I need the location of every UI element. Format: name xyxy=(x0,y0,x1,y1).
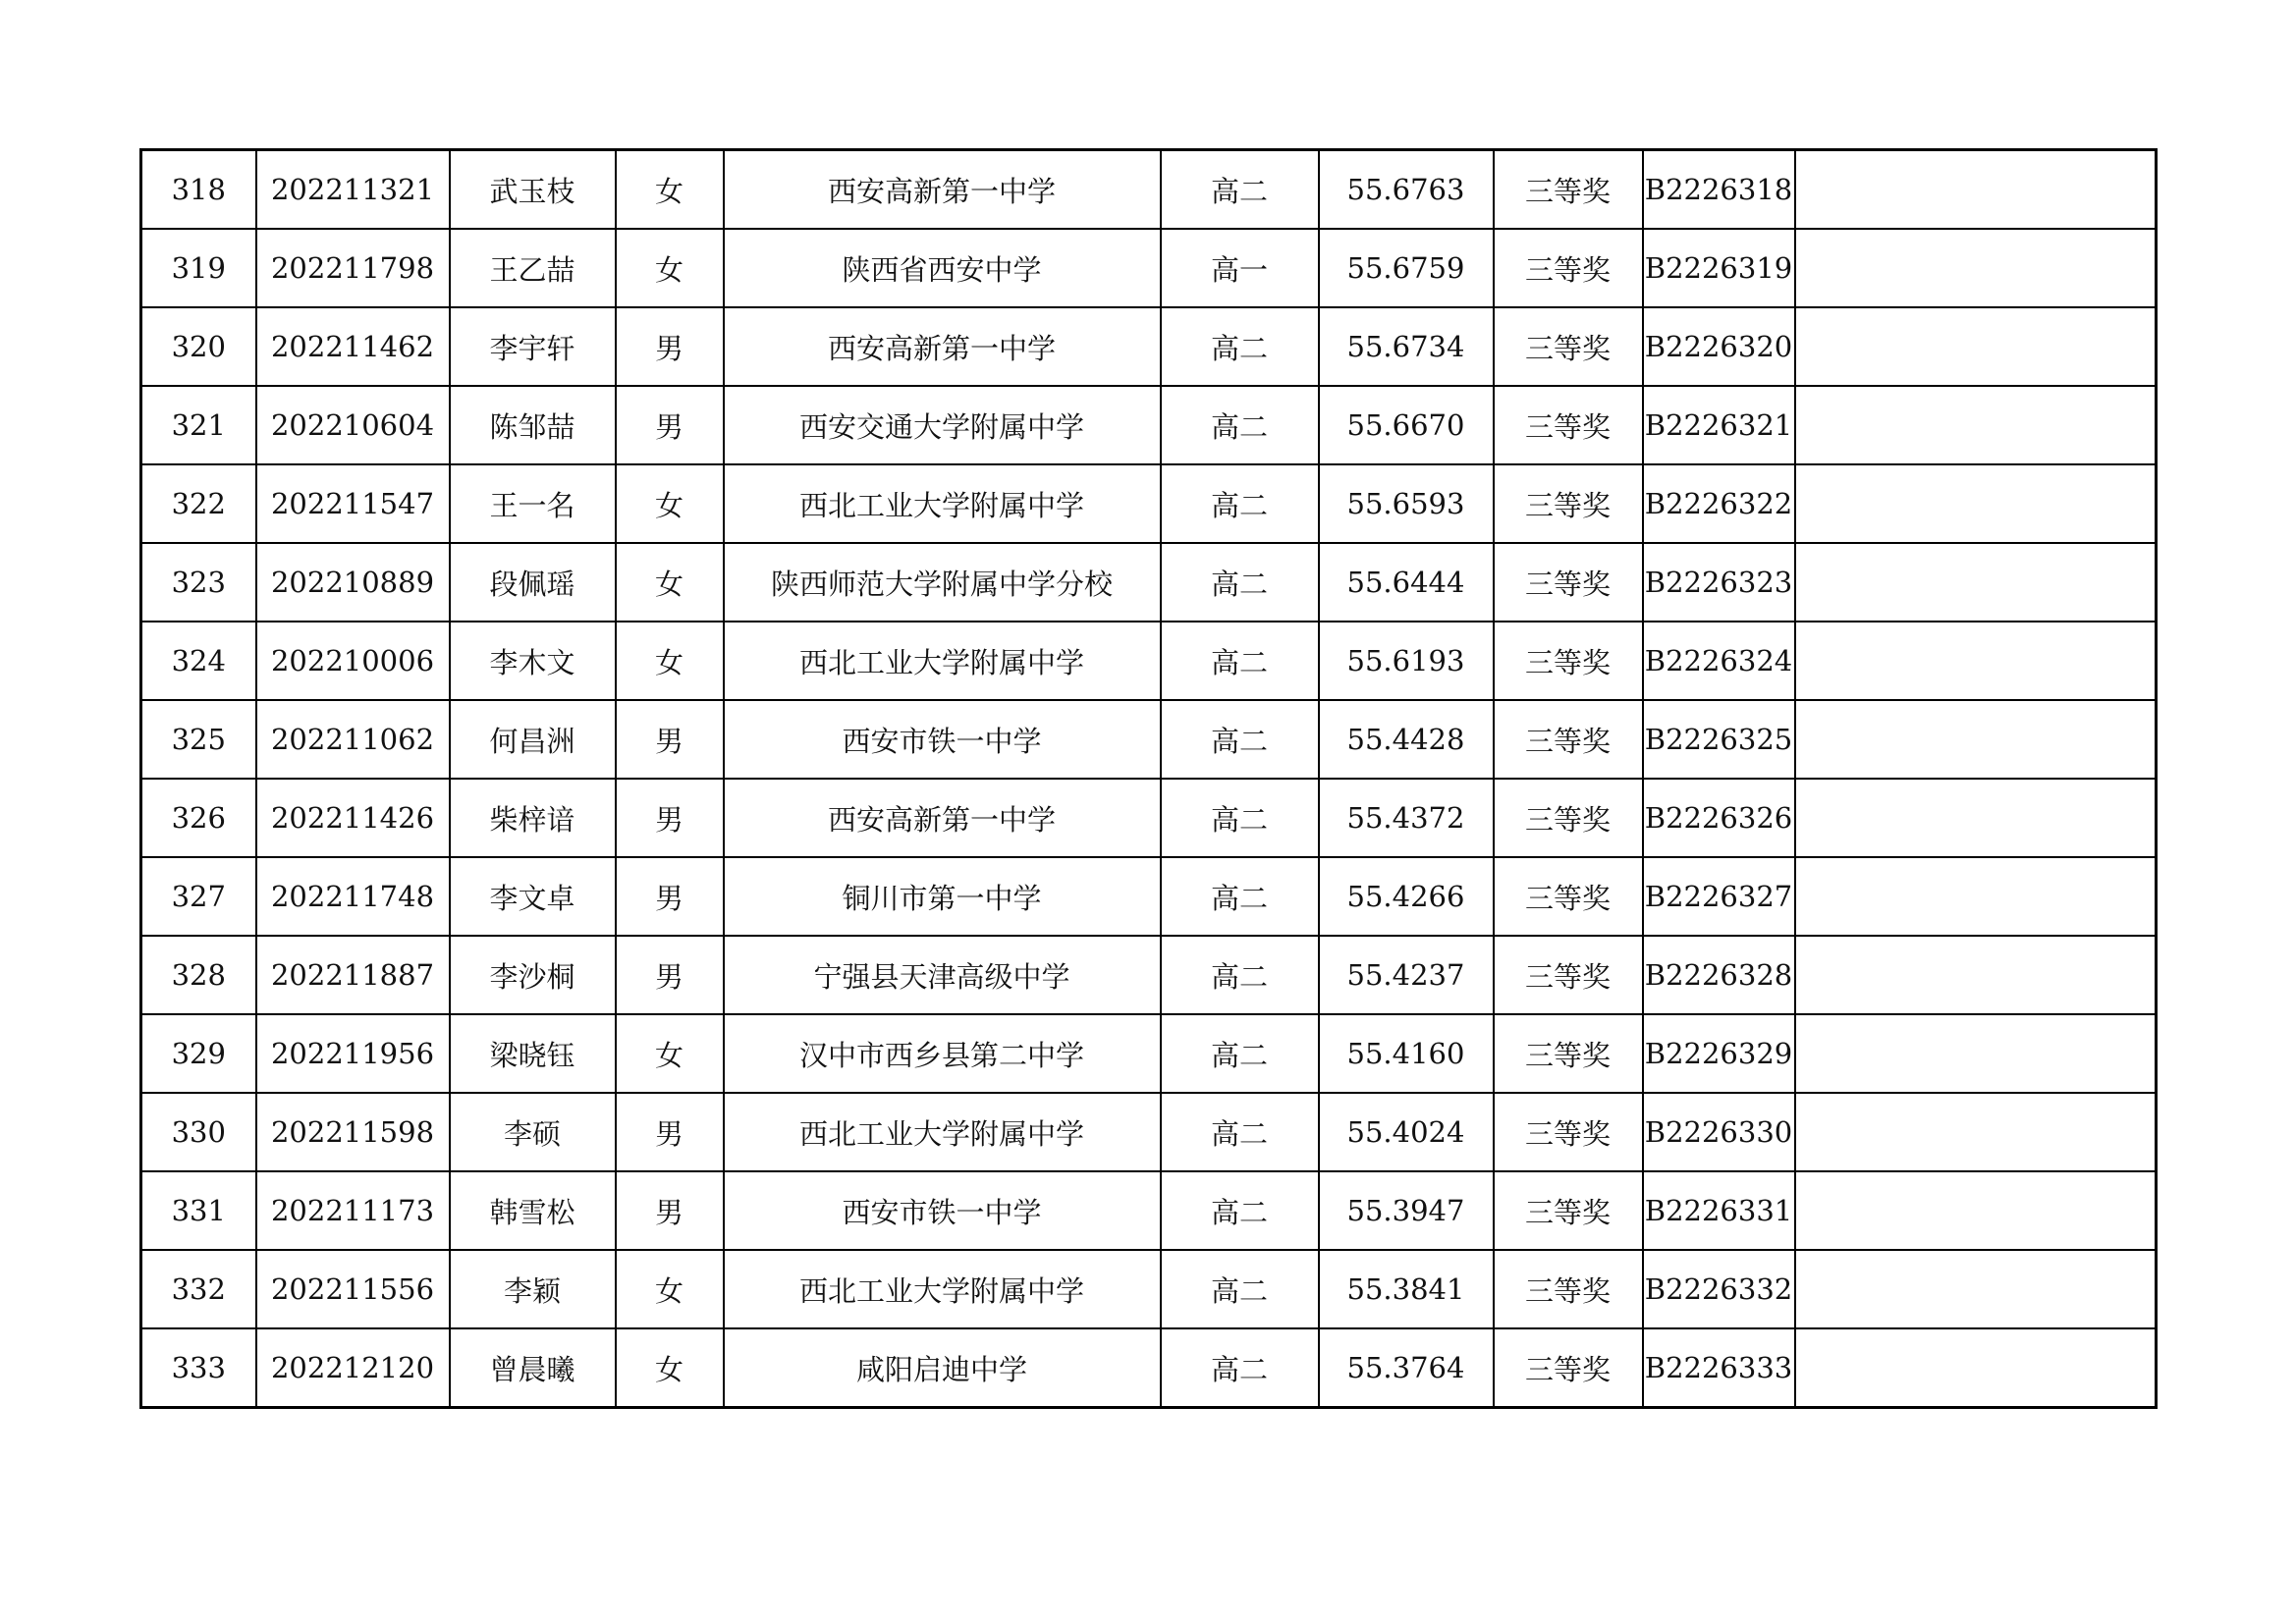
score-cell: 55.4266 xyxy=(1319,857,1494,936)
rank-cell: 322 xyxy=(141,464,256,543)
school-cell: 汉中市西乡县第二中学 xyxy=(724,1014,1161,1093)
certificate-number-cell: B2226329 xyxy=(1643,1014,1795,1093)
gender-cell: 女 xyxy=(616,1250,724,1328)
rank-cell: 331 xyxy=(141,1171,256,1250)
award-level-cell: 三等奖 xyxy=(1494,622,1643,700)
candidate-id-cell: 202211321 xyxy=(256,150,450,230)
table-row xyxy=(141,1014,2157,1093)
certificate-number-cell: B2226325 xyxy=(1643,700,1795,779)
remarks-cell xyxy=(1795,857,2157,936)
award-level-cell: 三等奖 xyxy=(1494,307,1643,386)
gender-cell: 男 xyxy=(616,386,724,464)
candidate-id-cell: 202210604 xyxy=(256,386,450,464)
rank-cell: 330 xyxy=(141,1093,256,1171)
student-name-cell: 李文卓 xyxy=(450,857,616,936)
candidate-id-cell: 202211798 xyxy=(256,229,450,307)
score-cell: 55.6444 xyxy=(1319,543,1494,622)
candidate-id-cell: 202211748 xyxy=(256,857,450,936)
award-level-cell: 三等奖 xyxy=(1494,936,1643,1014)
school-cell: 宁强县天津高级中学 xyxy=(724,936,1161,1014)
student-name-cell: 曾晨曦 xyxy=(450,1328,616,1408)
student-name-cell: 柴梓谙 xyxy=(450,779,616,857)
school-cell: 西安高新第一中学 xyxy=(724,307,1161,386)
gender-cell: 男 xyxy=(616,779,724,857)
table-row xyxy=(141,622,2157,700)
rank-cell: 324 xyxy=(141,622,256,700)
certificate-number-cell: B2226324 xyxy=(1643,622,1795,700)
candidate-id-cell: 202211062 xyxy=(256,700,450,779)
table-row xyxy=(141,464,2157,543)
candidate-id-cell: 202211173 xyxy=(256,1171,450,1250)
score-cell: 55.6670 xyxy=(1319,386,1494,464)
school-cell: 西安高新第一中学 xyxy=(724,150,1161,230)
grade-cell: 高二 xyxy=(1161,543,1319,622)
certificate-number-cell: B2226327 xyxy=(1643,857,1795,936)
rank-cell: 319 xyxy=(141,229,256,307)
table-row xyxy=(141,150,2157,230)
table-row xyxy=(141,1328,2157,1408)
table-body xyxy=(141,150,2157,1408)
rank-cell: 329 xyxy=(141,1014,256,1093)
gender-cell: 女 xyxy=(616,543,724,622)
award-level-cell: 三等奖 xyxy=(1494,1171,1643,1250)
remarks-cell xyxy=(1795,1014,2157,1093)
certificate-number-cell: B2226333 xyxy=(1643,1328,1795,1408)
certificate-number-cell: B2226332 xyxy=(1643,1250,1795,1328)
award-level-cell: 三等奖 xyxy=(1494,700,1643,779)
table-row xyxy=(141,307,2157,386)
grade-cell: 高二 xyxy=(1161,307,1319,386)
gender-cell: 男 xyxy=(616,700,724,779)
award-level-cell: 三等奖 xyxy=(1494,150,1643,230)
student-name-cell: 李沙桐 xyxy=(450,936,616,1014)
school-cell: 西北工业大学附属中学 xyxy=(724,464,1161,543)
rank-cell: 333 xyxy=(141,1328,256,1408)
school-cell: 西安市铁一中学 xyxy=(724,1171,1161,1250)
student-name-cell: 王一名 xyxy=(450,464,616,543)
table-row xyxy=(141,1171,2157,1250)
candidate-id-cell: 202211887 xyxy=(256,936,450,1014)
school-cell: 西安高新第一中学 xyxy=(724,779,1161,857)
grade-cell: 高二 xyxy=(1161,150,1319,230)
grade-cell: 高二 xyxy=(1161,1093,1319,1171)
candidate-id-cell: 202211462 xyxy=(256,307,450,386)
remarks-cell xyxy=(1795,779,2157,857)
certificate-number-cell: B2226331 xyxy=(1643,1171,1795,1250)
remarks-cell xyxy=(1795,543,2157,622)
rank-cell: 326 xyxy=(141,779,256,857)
score-cell: 55.4428 xyxy=(1319,700,1494,779)
award-level-cell: 三等奖 xyxy=(1494,386,1643,464)
student-name-cell: 陈邹喆 xyxy=(450,386,616,464)
grade-cell: 高二 xyxy=(1161,936,1319,1014)
remarks-cell xyxy=(1795,1171,2157,1250)
score-cell: 55.6734 xyxy=(1319,307,1494,386)
score-cell: 55.3764 xyxy=(1319,1328,1494,1408)
gender-cell: 女 xyxy=(616,150,724,230)
remarks-cell xyxy=(1795,229,2157,307)
award-level-cell: 三等奖 xyxy=(1494,857,1643,936)
student-name-cell: 李颖 xyxy=(450,1250,616,1328)
rank-cell: 332 xyxy=(141,1250,256,1328)
grade-cell: 高二 xyxy=(1161,857,1319,936)
gender-cell: 女 xyxy=(616,464,724,543)
candidate-id-cell: 202210006 xyxy=(256,622,450,700)
candidate-id-cell: 202211956 xyxy=(256,1014,450,1093)
score-cell: 55.3947 xyxy=(1319,1171,1494,1250)
student-name-cell: 梁晓钰 xyxy=(450,1014,616,1093)
award-level-cell: 三等奖 xyxy=(1494,1250,1643,1328)
score-cell: 55.4372 xyxy=(1319,779,1494,857)
certificate-number-cell: B2226326 xyxy=(1643,779,1795,857)
grade-cell: 高二 xyxy=(1161,1250,1319,1328)
score-cell: 55.4237 xyxy=(1319,936,1494,1014)
table-row xyxy=(141,857,2157,936)
table-row xyxy=(141,1093,2157,1171)
grade-cell: 高二 xyxy=(1161,779,1319,857)
gender-cell: 女 xyxy=(616,1328,724,1408)
grade-cell: 高二 xyxy=(1161,622,1319,700)
certificate-number-cell: B2226322 xyxy=(1643,464,1795,543)
remarks-cell xyxy=(1795,464,2157,543)
school-cell: 铜川市第一中学 xyxy=(724,857,1161,936)
remarks-cell xyxy=(1795,150,2157,230)
student-name-cell: 李宇轩 xyxy=(450,307,616,386)
remarks-cell xyxy=(1795,1328,2157,1408)
gender-cell: 男 xyxy=(616,857,724,936)
rank-cell: 323 xyxy=(141,543,256,622)
table-row xyxy=(141,936,2157,1014)
candidate-id-cell: 202211426 xyxy=(256,779,450,857)
remarks-cell xyxy=(1795,1250,2157,1328)
school-cell: 陕西省西安中学 xyxy=(724,229,1161,307)
award-level-cell: 三等奖 xyxy=(1494,229,1643,307)
certificate-number-cell: B2226328 xyxy=(1643,936,1795,1014)
table-row xyxy=(141,779,2157,857)
award-level-cell: 三等奖 xyxy=(1494,779,1643,857)
table-row xyxy=(141,229,2157,307)
student-name-cell: 李木文 xyxy=(450,622,616,700)
certificate-number-cell: B2226319 xyxy=(1643,229,1795,307)
score-cell: 55.6193 xyxy=(1319,622,1494,700)
gender-cell: 女 xyxy=(616,1014,724,1093)
score-cell: 55.6763 xyxy=(1319,150,1494,230)
student-name-cell: 何昌洲 xyxy=(450,700,616,779)
gender-cell: 男 xyxy=(616,936,724,1014)
gender-cell: 女 xyxy=(616,622,724,700)
certificate-number-cell: B2226330 xyxy=(1643,1093,1795,1171)
remarks-cell xyxy=(1795,386,2157,464)
table-row xyxy=(141,1250,2157,1328)
student-name-cell: 王乙喆 xyxy=(450,229,616,307)
grade-cell: 高一 xyxy=(1161,229,1319,307)
gender-cell: 男 xyxy=(616,307,724,386)
candidate-id-cell: 202211556 xyxy=(256,1250,450,1328)
rank-cell: 318 xyxy=(141,150,256,230)
score-cell: 55.4160 xyxy=(1319,1014,1494,1093)
certificate-number-cell: B2226318 xyxy=(1643,150,1795,230)
school-cell: 西北工业大学附属中学 xyxy=(724,622,1161,700)
grade-cell: 高二 xyxy=(1161,386,1319,464)
grade-cell: 高二 xyxy=(1161,1171,1319,1250)
award-level-cell: 三等奖 xyxy=(1494,464,1643,543)
table-row xyxy=(141,386,2157,464)
grade-cell: 高二 xyxy=(1161,1014,1319,1093)
rank-cell: 328 xyxy=(141,936,256,1014)
school-cell: 陕西师范大学附属中学分校 xyxy=(724,543,1161,622)
award-winners-table xyxy=(139,148,2158,1409)
school-cell: 西安市铁一中学 xyxy=(724,700,1161,779)
certificate-number-cell: B2226323 xyxy=(1643,543,1795,622)
score-cell: 55.6759 xyxy=(1319,229,1494,307)
grade-cell: 高二 xyxy=(1161,700,1319,779)
score-cell: 55.6593 xyxy=(1319,464,1494,543)
candidate-id-cell: 202212120 xyxy=(256,1328,450,1408)
grade-cell: 高二 xyxy=(1161,464,1319,543)
certificate-number-cell: B2226320 xyxy=(1643,307,1795,386)
rank-cell: 320 xyxy=(141,307,256,386)
remarks-cell xyxy=(1795,700,2157,779)
candidate-id-cell: 202211598 xyxy=(256,1093,450,1171)
rank-cell: 327 xyxy=(141,857,256,936)
school-cell: 咸阳启迪中学 xyxy=(724,1328,1161,1408)
gender-cell: 女 xyxy=(616,229,724,307)
score-cell: 55.3841 xyxy=(1319,1250,1494,1328)
award-level-cell: 三等奖 xyxy=(1494,1014,1643,1093)
candidate-id-cell: 202211547 xyxy=(256,464,450,543)
remarks-cell xyxy=(1795,936,2157,1014)
student-name-cell: 韩雪松 xyxy=(450,1171,616,1250)
candidate-id-cell: 202210889 xyxy=(256,543,450,622)
remarks-cell xyxy=(1795,1093,2157,1171)
award-level-cell: 三等奖 xyxy=(1494,1328,1643,1408)
grade-cell: 高二 xyxy=(1161,1328,1319,1408)
award-level-cell: 三等奖 xyxy=(1494,1093,1643,1171)
rank-cell: 325 xyxy=(141,700,256,779)
certificate-number-cell: B2226321 xyxy=(1643,386,1795,464)
remarks-cell xyxy=(1795,307,2157,386)
score-cell: 55.4024 xyxy=(1319,1093,1494,1171)
table-row xyxy=(141,700,2157,779)
student-name-cell: 段佩瑶 xyxy=(450,543,616,622)
school-cell: 西安交通大学附属中学 xyxy=(724,386,1161,464)
rank-cell: 321 xyxy=(141,386,256,464)
award-level-cell: 三等奖 xyxy=(1494,543,1643,622)
remarks-cell xyxy=(1795,622,2157,700)
school-cell: 西北工业大学附属中学 xyxy=(724,1250,1161,1328)
table-row xyxy=(141,543,2157,622)
gender-cell: 男 xyxy=(616,1171,724,1250)
gender-cell: 男 xyxy=(616,1093,724,1171)
school-cell: 西北工业大学附属中学 xyxy=(724,1093,1161,1171)
student-name-cell: 武玉枝 xyxy=(450,150,616,230)
student-name-cell: 李硕 xyxy=(450,1093,616,1171)
